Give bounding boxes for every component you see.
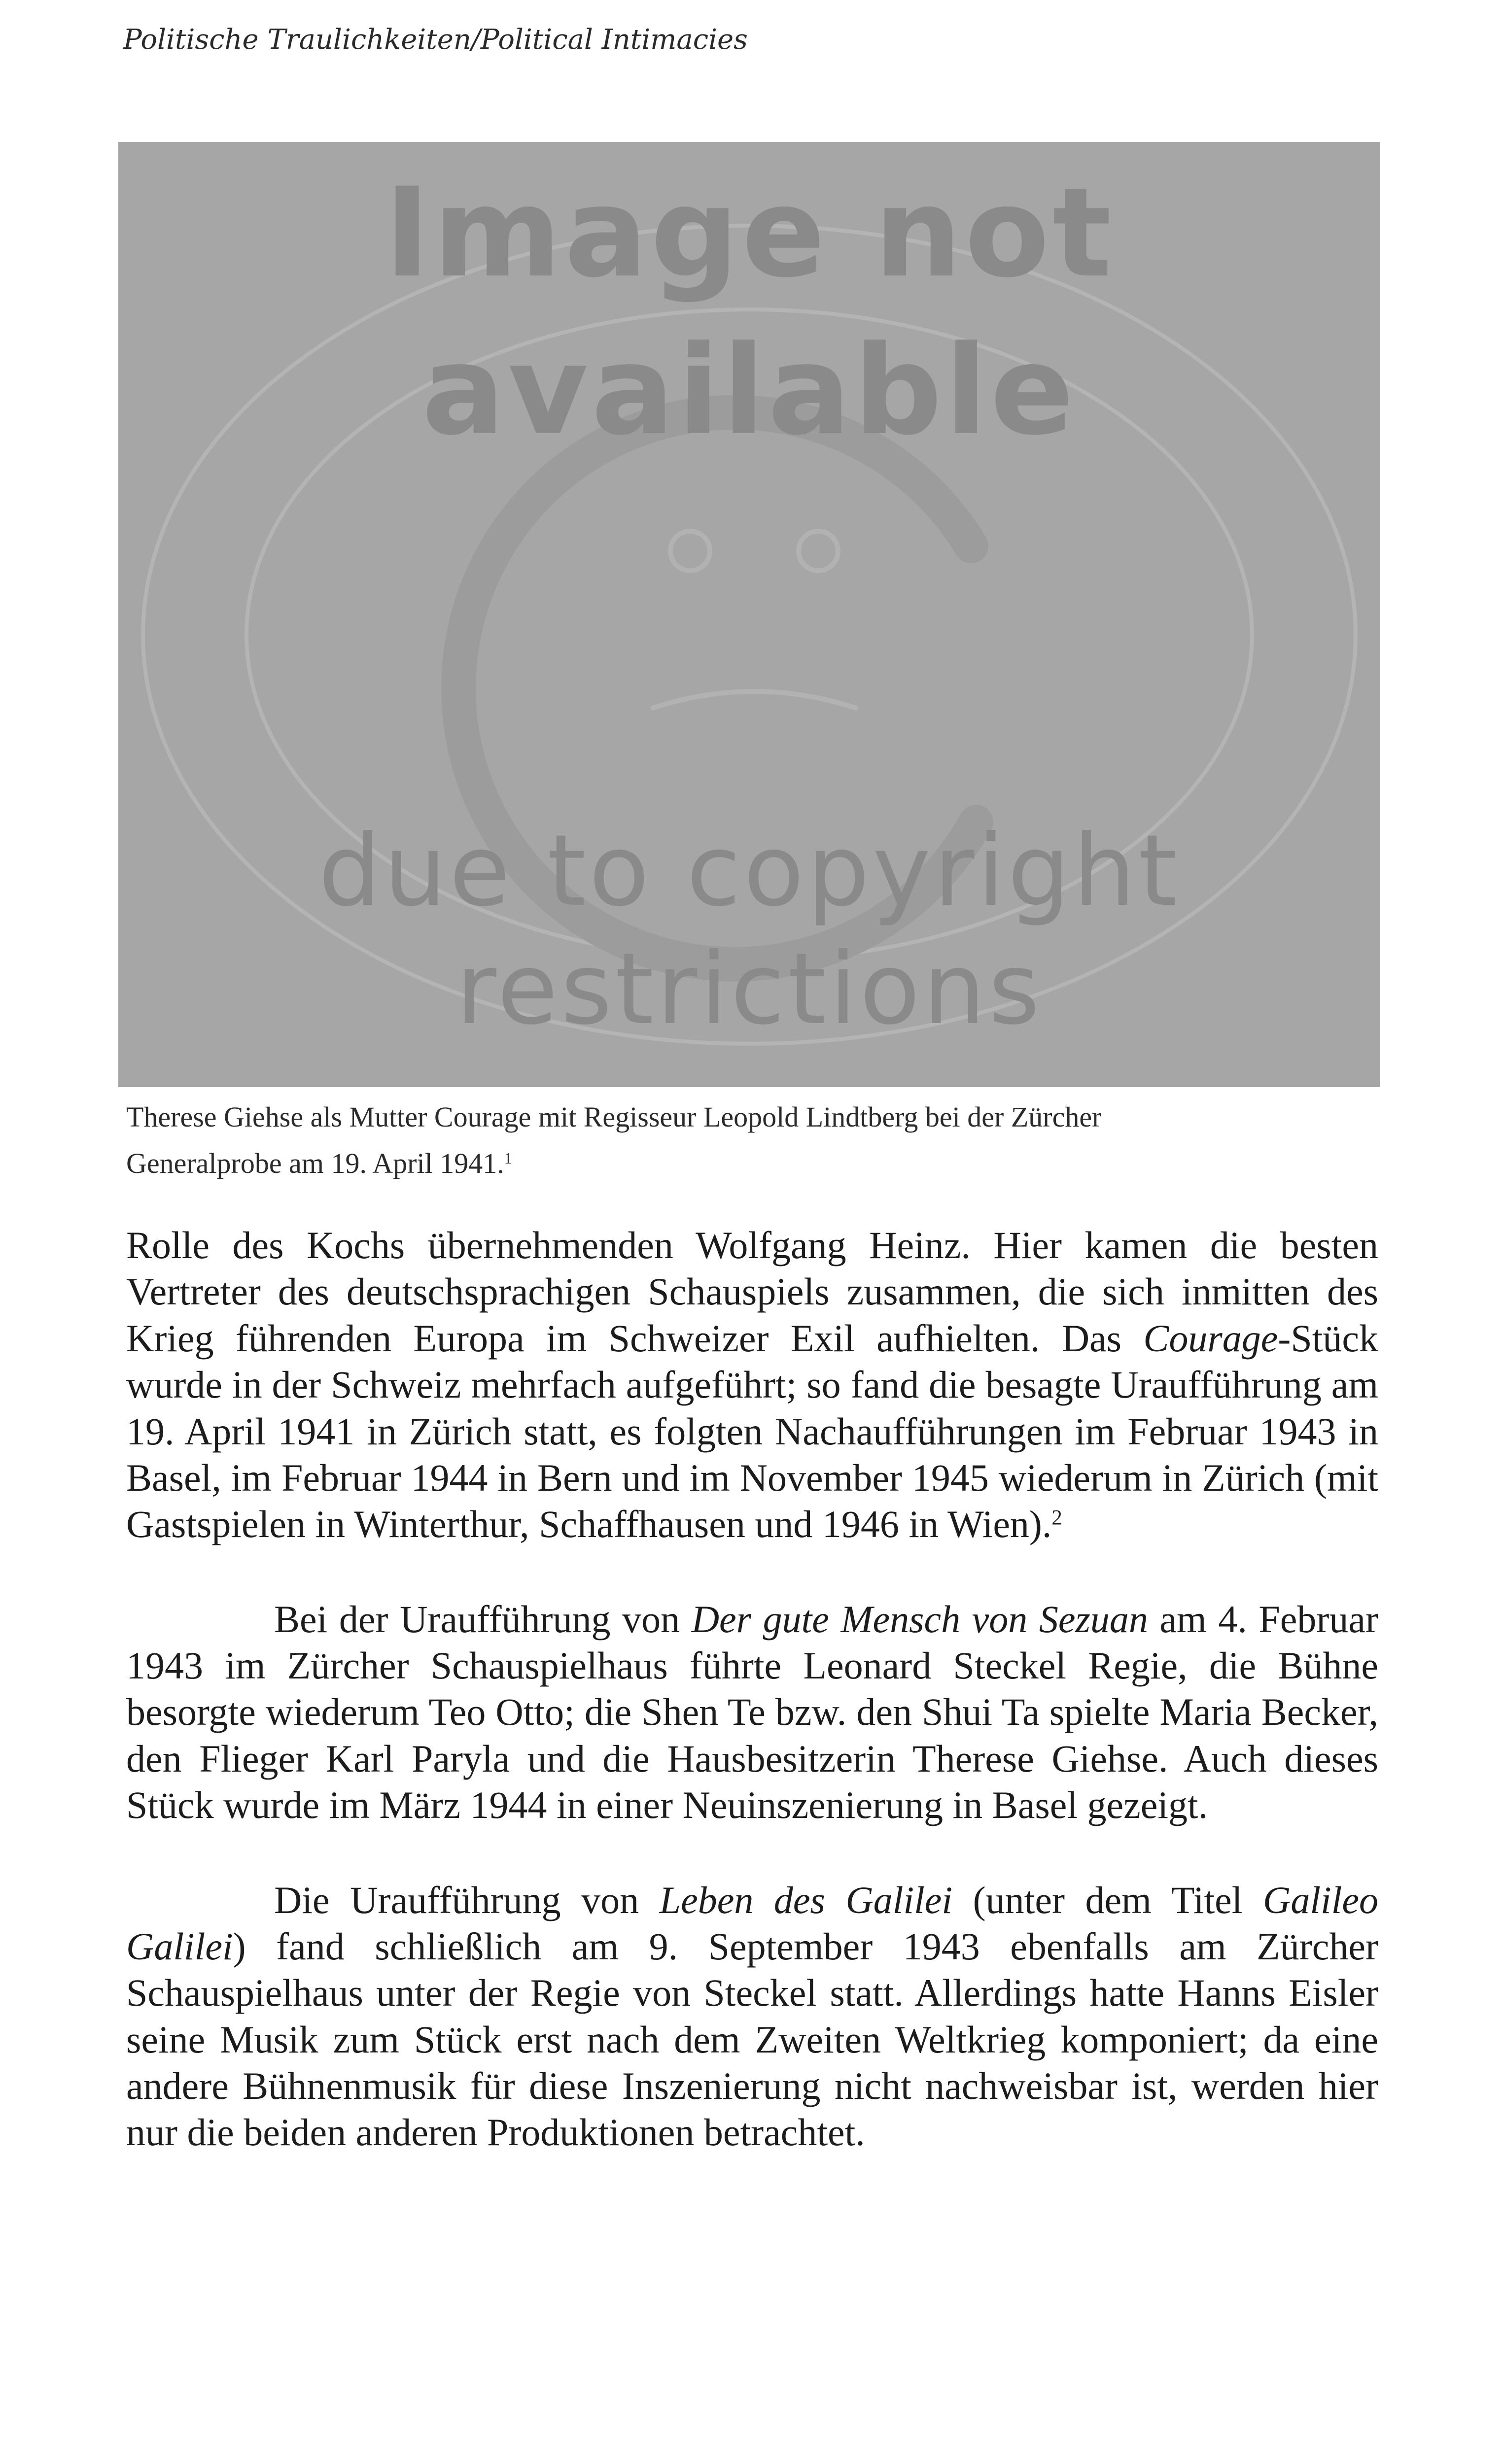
- caption-line-2: Generalprobe am 19. April 1941.: [126, 1147, 504, 1179]
- p1-footnote-marker: 2: [1051, 1506, 1062, 1530]
- p1-text-2: -Stück wurde in der Schweiz mehrfach aufgeführt; so fand die besagte Uraufführung am 19. April 1941 in Zürich statt, es folgten Nachaufführungen im Februar 1943 in Basel, im Februar 1944 in Bern und im November 1945 wiederum in Zürich (mit Gastspielen in Winterthur, Schaffhausen und 1946 in Wien).: [126, 1316, 1378, 1546]
- running-header: Politische Traulichkeiten/Political Intimacies: [123, 24, 748, 56]
- placeholder-line-3: due to copyright: [318, 814, 1181, 928]
- placeholder-line-2: available: [421, 319, 1077, 462]
- p2-text-2: am 4. Februar 1943 im Zürcher Schauspielhaus führte Leonard Steckel Regie, die Bühne besorgte wiederum Teo Otto; die Shen Te bzw. den Shui Ta spielte Maria Becker, den Flieger Karl Paryla und die Hausbesitzerin Therese Giehse. Auch dieses Stück wurde im März 1944 in einer Neuinszenierung in Basel gezeigt.: [126, 1597, 1378, 1827]
- image-not-available-placeholder: [118, 142, 1380, 1087]
- placeholder-line-4: restrictions: [455, 932, 1043, 1047]
- body-text: [126, 1222, 1378, 2156]
- paragraph-1: [126, 1222, 1378, 1548]
- paragraph-2: [126, 1596, 1378, 1829]
- caption-footnote-marker: 1: [504, 1149, 512, 1167]
- caption-line-1: Therese Giehse als Mutter Courage mit Regisseur Leopold Lindtberg bei der Zürcher: [126, 1101, 1102, 1133]
- paragraph-3: [126, 1877, 1378, 2156]
- p3-text-2: (unter dem Titel: [952, 1878, 1263, 1921]
- p3-italic-title-2: Galileo Galilei: [126, 1878, 1378, 1968]
- figure-caption: [126, 1094, 1378, 1187]
- p2-italic-title: Der gute Mensch von Sezuan: [691, 1597, 1148, 1641]
- p1-text: Rolle des Kochs übernehmenden Wolfgang Heinz. Hier kamen die besten Vertreter des deutschsprachigen Schauspiels zusammen, die sich inmitten des Krieg führenden Europa im Schweizer Exil aufhielten. Das: [126, 1224, 1378, 1360]
- p3-italic-title: Leben des Galilei: [659, 1878, 953, 1921]
- p2-text: Bei der Uraufführung von: [274, 1597, 692, 1641]
- p1-italic-title: Courage: [1143, 1316, 1278, 1360]
- p3-text-3: ) fand schließlich am 9. September 1943 ebenfalls am Zürcher Schauspielhaus unter der Regie von Steckel statt. Allerdings hatte Hanns Eisler seine Musik zum Stück erst nach dem Zweiten Weltkrieg komponiert; da eine andere Bühnenmusik für diese Inszenierung nicht nachweisbar ist, werden hier nur die beiden anderen Produktionen betrachtet.: [126, 1924, 1378, 2154]
- placeholder-line-1: Image not: [384, 161, 1115, 305]
- p3-text: Die Uraufführung von: [274, 1878, 660, 1921]
